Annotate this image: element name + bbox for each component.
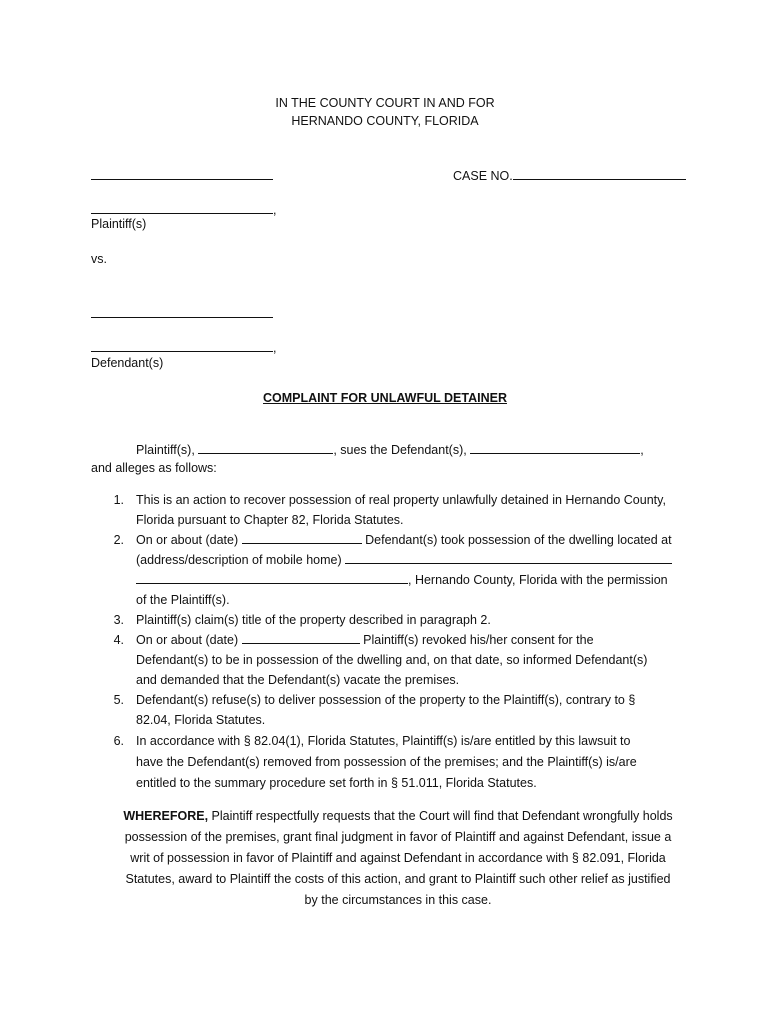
defendant-name-line-1[interactable] (91, 304, 273, 321)
intro-plaintiff-line[interactable] (198, 440, 333, 454)
item-1-text: This is an action to recover possession of real property unlawfully detained in Hernando County, Florida pursuant to Chapter 82, Florida Statutes. (136, 493, 666, 527)
item-4-number: 4. (113, 633, 124, 647)
possession-date-line[interactable] (242, 530, 362, 544)
case-no-label: CASE NO. (453, 169, 513, 183)
court-heading-line2: HERNANDO COUNTY, FLORIDA (291, 114, 479, 128)
plaintiff-label: Plaintiff(s) (91, 217, 147, 231)
address-line-2[interactable] (136, 570, 408, 584)
address-line-1[interactable] (345, 550, 672, 564)
item-6-number: 6. (113, 734, 124, 748)
item-3-text: Plaintiff(s) claim(s) title of the property described in paragraph 2. (136, 613, 491, 627)
item-2-number: 2. (113, 533, 124, 547)
plaintiff-name-line-1[interactable] (91, 166, 273, 183)
case-number-line[interactable] (513, 166, 686, 180)
item-4-text: On or about (date) Plaintiff(s) revoked his/her consent for the Defendant(s) to be in possession of the dwelling and, on that date, so informed Defendant(s) and demanded that the Defendant(s) vacate the premises. (136, 630, 686, 690)
complaint-title: COMPLAINT FOR UNLAWFUL DETAINER (263, 391, 507, 405)
intro-line: Plaintiff(s), , sues the Defendant(s), , (136, 440, 644, 457)
court-heading-line1: IN THE COUNTY COURT IN AND FOR (275, 96, 495, 110)
intro-defendant-line[interactable] (470, 440, 640, 454)
wherefore-label: WHEREFORE, (123, 809, 209, 823)
wherefore-text: Plaintiff respectfully requests that the Court will find that Defendant wrongfully holds possession of the premises, grant final judgment in favor of Plaintiff and against Defendant, issue a writ of possession in favor of Plaintiff and against Defendant in accordance with § 82.091, Florida Statutes, award to Plaintiff the costs of this action, and grant to Plaintiff such other relief as justified by the circumstances in this case. (124, 809, 673, 907)
item-6-text: In accordance with § 82.04(1), Florida Statutes, Plaintiff(s) is/are entitled by this lawsuit to have the Defendant(s) removed from possession of the premises; and the Plaintiff(s) is/are entitled to the summary procedure set forth in § 51.011, Florida Statutes. (136, 734, 637, 790)
wherefore-paragraph (118, 806, 678, 911)
item-1-number: 1. (113, 493, 124, 507)
item-5-text: Defendant(s) refuse(s) to deliver possession of the property to the Plaintiff(s), contrary to § 82.04, Florida Statutes. (136, 693, 636, 727)
defendant-name-line-2[interactable]: , (91, 338, 276, 355)
item-2-text: On or about (date) Defendant(s) took possession of the dwelling located at (address/description of mobile home) , Hernando County, Florida with the permission of the Plaintiff(s). (136, 530, 686, 610)
defendant-label: Defendant(s) (91, 356, 164, 370)
item-3-number: 3. (113, 613, 124, 627)
plaintiff-name-line-2[interactable]: , (91, 200, 276, 217)
intro-alleges: and alleges as follows: (91, 461, 217, 475)
vs-label: vs. (91, 252, 107, 266)
item-5-number: 5. (113, 693, 124, 707)
case-number-field[interactable] (453, 166, 686, 183)
revocation-date-line[interactable] (242, 630, 360, 644)
